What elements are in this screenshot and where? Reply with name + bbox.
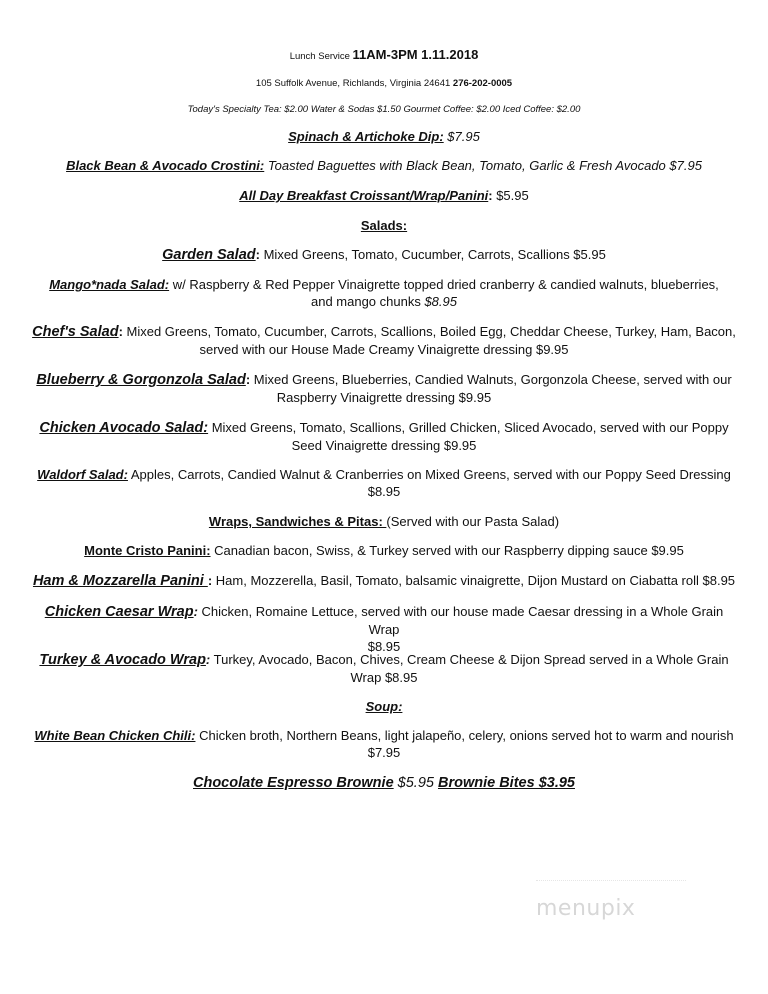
turkey-desc-1: Turkey, Avocado, Bacon, Chives, Cream Cheese & Dijon Spread served in a Whole Grain xyxy=(210,652,729,667)
dip-name: Spinach & Artichoke Dip: xyxy=(288,129,444,144)
watermark-logo: menupix xyxy=(536,896,636,921)
watermark-dots xyxy=(536,880,686,887)
blueberry-item xyxy=(30,371,738,406)
chicken-avocado-desc-1: Mixed Greens, Tomato, Scallions, Grilled Chicken, Sliced Avocado, served with our Poppy xyxy=(208,420,729,435)
garden-desc: Mixed Greens, Tomato, Cucumber, Carrots, Scallions $5.95 xyxy=(259,247,606,262)
phone: 276-202-0005 xyxy=(452,78,513,89)
caesar-item xyxy=(30,603,738,655)
breakfast-item xyxy=(30,187,738,204)
waldorf-desc-2: $8.95 xyxy=(367,484,401,499)
chili-item xyxy=(30,727,738,761)
garden-item xyxy=(30,246,738,264)
garden-name: Garden Salad xyxy=(162,247,256,263)
soup-heading-text: Soup: xyxy=(365,699,403,714)
caesar-colon: : xyxy=(193,604,198,619)
breakfast-colon: : xyxy=(488,188,493,203)
blueberry-desc-2: Raspberry Vinaigrette dressing $9.95 xyxy=(276,390,492,405)
crostini-item xyxy=(30,157,738,174)
chili-name: White Bean Chicken Chili: xyxy=(34,728,196,743)
garden-colon: : xyxy=(255,247,260,262)
breakfast-price: $5.95 xyxy=(492,188,529,203)
salads-heading xyxy=(30,217,738,234)
blueberry-name: Blueberry & Gorgonzola Salad xyxy=(36,372,246,388)
ham-item xyxy=(30,572,738,590)
waldorf-name: Waldorf Salad: xyxy=(37,467,128,482)
waldorf-desc-1: Apples, Carrots, Candied Walnut & Cranberries on Mixed Greens, served with our Poppy Seed Dressing xyxy=(127,467,731,482)
blueberry-colon: : xyxy=(245,372,251,387)
caesar-desc-1: Chicken, Romaine Lettuce, served with our house made Caesar dressing in a Whole Grain Wrap xyxy=(197,604,724,637)
breakfast-name: All Day Breakfast Croissant/Wrap/Panini xyxy=(239,188,489,203)
caesar-desc-2: $8.95 xyxy=(367,639,401,654)
chef-desc-2: served with our House Made Creamy Vinaigrette dressing $9.95 xyxy=(199,342,569,357)
ham-name: Ham & Mozzarella Panini xyxy=(32,573,208,589)
crostini-name: Black Bean & Avocado Crostini: xyxy=(66,158,265,173)
chili-desc-1: Chicken broth, Northern Beans, light jalapeño, celery, onions served hot to warm and nourish xyxy=(195,728,734,743)
service-hours: 11AM-3PM 1.11.2018 xyxy=(352,47,479,62)
service-prefix: Lunch Service xyxy=(289,51,353,62)
mango-item xyxy=(30,276,738,310)
turkey-item xyxy=(30,651,738,686)
ham-colon: : xyxy=(207,573,213,588)
soup-heading xyxy=(30,698,738,715)
brownie-price: $5.95 xyxy=(393,775,438,791)
chicken-avocado-item xyxy=(30,419,738,454)
bites-name: Brownie Bites $3.95 xyxy=(437,775,575,791)
drinks-line: Today's Specialty Tea: $2.00 Water & Sodas $1.50 Gourmet Coffee: $2.00 Iced Coffee: $2.00 xyxy=(187,104,581,115)
chili-desc-2: $7.95 xyxy=(367,745,401,760)
chef-item xyxy=(30,323,738,358)
chef-desc-1: Mixed Greens, Tomato, Cucumber, Carrots, Scallions, Boiled Egg, Cheddar Cheese, Turkey, Ham, Bacon, xyxy=(122,324,736,339)
sandwiches-heading-note: (Served with our Pasta Salad) xyxy=(386,514,560,529)
turkey-name: Turkey & Avocado Wrap xyxy=(39,652,206,668)
chicken-avocado-desc-2: Seed Vinaigrette dressing $9.95 xyxy=(291,438,477,453)
service-line xyxy=(30,46,738,65)
crostini-desc: Toasted Baguettes with Black Bean, Tomato, Garlic & Fresh Avocado $7.95 xyxy=(264,158,702,173)
address-line xyxy=(30,75,738,92)
mango-name: Mango*nada Salad: xyxy=(49,277,170,292)
turkey-desc-2: Wrap $8.95 xyxy=(350,670,418,685)
chef-name: Chef's Salad xyxy=(32,324,119,340)
chicken-avocado-name: Chicken Avocado Salad: xyxy=(39,420,209,436)
monte-desc: Canadian bacon, Swiss, & Turkey served with our Raspberry dipping sauce $9.95 xyxy=(210,543,684,558)
mango-desc-1: w/ Raspberry & Red Pepper Vinaigrette topped dried cranberry & candied walnuts, blueberries, xyxy=(169,277,719,292)
dip-item xyxy=(30,128,738,145)
dessert-item xyxy=(30,774,738,792)
waldorf-item xyxy=(30,466,738,500)
address: 105 Suffolk Avenue, Richlands, Virginia 24641 xyxy=(255,78,453,89)
monte-name: Monte Cristo Panini: xyxy=(84,543,211,558)
mango-price: $8.95 xyxy=(424,294,457,309)
caesar-name: Chicken Caesar Wrap xyxy=(44,604,194,620)
mango-desc-2: and mango chunks xyxy=(310,294,425,309)
chef-colon: : xyxy=(118,324,123,339)
brownie-name: Chocolate Espresso Brownie xyxy=(193,775,394,791)
monte-item xyxy=(30,542,738,559)
sandwiches-heading-text: Wraps, Sandwiches & Pitas: xyxy=(208,514,387,529)
dip-price: $7.95 xyxy=(443,129,480,144)
ham-desc: Ham, Mozzerella, Basil, Tomato, balsamic vinaigrette, Dijon Mustard on Ciabatta roll $8.95 xyxy=(212,573,736,588)
sandwiches-heading xyxy=(30,513,738,530)
turkey-colon: : xyxy=(205,652,211,667)
blueberry-desc-1: Mixed Greens, Blueberries, Candied Walnuts, Gorgonzola Cheese, served with our xyxy=(250,372,732,387)
salads-heading-text: Salads: xyxy=(360,218,408,233)
